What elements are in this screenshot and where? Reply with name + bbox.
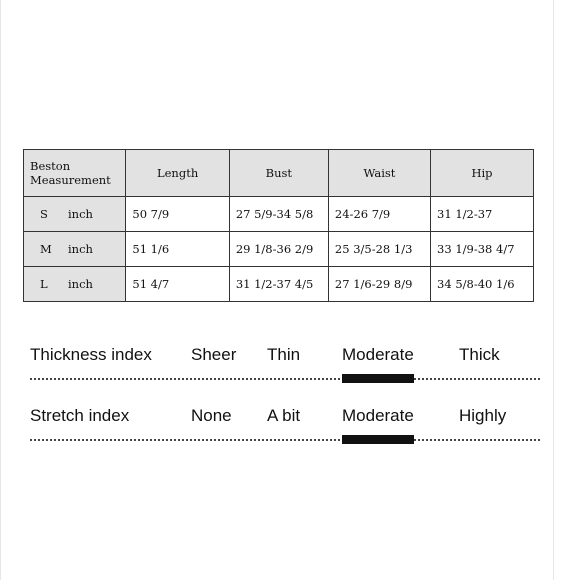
thickness-option-sheer: Sheer (191, 345, 237, 364)
size-chart-table (23, 149, 534, 302)
thickness-scale-line (30, 378, 540, 380)
hip-value: 33 1/9-38 4/7 (431, 232, 534, 267)
stretch-option-highly: Highly (459, 406, 507, 425)
stretch-option-none: None (191, 406, 232, 425)
size-cell (24, 232, 126, 267)
header-length: Length (126, 150, 229, 197)
stretch-index-label: Stretch index (30, 406, 130, 425)
size-label: M (40, 242, 52, 256)
length-value: 51 1/6 (126, 232, 229, 267)
stretch-scale-line (30, 439, 540, 441)
table-row (24, 232, 534, 267)
header-line-1: Beston (30, 159, 71, 173)
header-hip: Hip (431, 150, 534, 197)
bust-value: 29 1/8-36 2/9 (229, 232, 328, 267)
bust-value: 27 5/9-34 5/8 (229, 197, 328, 232)
header-waist: Waist (328, 150, 430, 197)
thickness-index-label: Thickness index (30, 345, 152, 364)
stretch-option-moderate: Moderate (342, 406, 414, 425)
unit-label: inch (68, 242, 93, 256)
stretch-selected-marker (342, 435, 414, 444)
table-row (24, 197, 534, 232)
thickness-option-moderate: Moderate (342, 345, 414, 364)
unit-label: inch (68, 207, 93, 221)
unit-label: inch (68, 277, 93, 291)
size-label: L (40, 277, 48, 291)
thickness-index-row (30, 345, 540, 371)
header-bust: Bust (229, 150, 328, 197)
table-row (24, 267, 534, 302)
table-header-row (24, 150, 534, 197)
size-cell (24, 197, 126, 232)
stretch-option-a-bit: A bit (267, 406, 301, 425)
header-measurement (24, 150, 126, 197)
waist-value: 27 1/6-29 8/9 (328, 267, 430, 302)
thickness-selected-marker (342, 374, 414, 383)
bust-value: 31 1/2-37 4/5 (229, 267, 328, 302)
length-value: 51 4/7 (126, 267, 229, 302)
hip-value: 31 1/2-37 (431, 197, 534, 232)
size-cell (24, 267, 126, 302)
size-label: S (40, 207, 48, 221)
length-value: 50 7/9 (126, 197, 229, 232)
thickness-option-thin: Thin (267, 345, 301, 364)
stretch-index-row (30, 406, 540, 432)
waist-value: 24-26 7/9 (328, 197, 430, 232)
thickness-option-thick: Thick (459, 345, 500, 364)
waist-value: 25 3/5-28 1/3 (328, 232, 430, 267)
hip-value: 34 5/8-40 1/6 (431, 267, 534, 302)
header-line-2: Measurement (30, 173, 111, 187)
